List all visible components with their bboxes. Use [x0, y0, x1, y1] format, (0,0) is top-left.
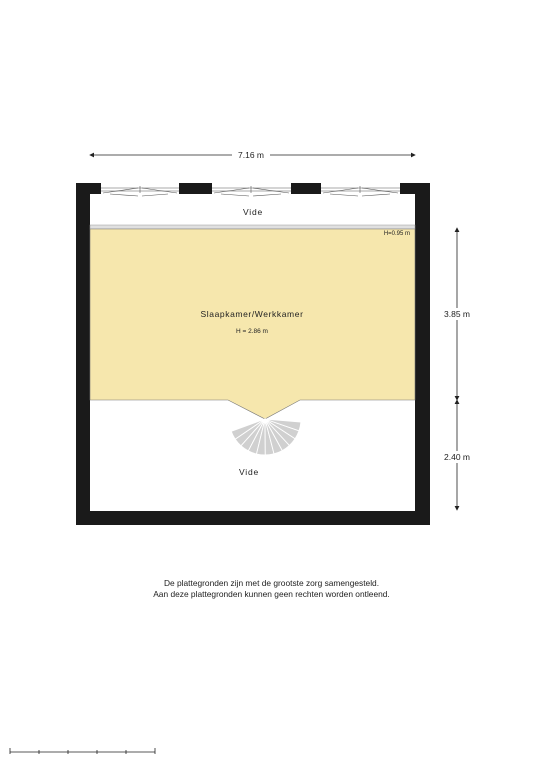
- low-height-label: H=0.95 m: [383, 231, 410, 237]
- depth-dimensions: [440, 228, 474, 510]
- vide-top-label: Vide: [242, 207, 264, 217]
- room-name-label: Slaapkamer/Werkkamer: [200, 309, 304, 319]
- scale-bar: [10, 748, 155, 754]
- vide-bottom-label: Vide: [238, 467, 260, 477]
- room-height-label: H = 2.86 m: [236, 328, 268, 335]
- disclaimer-line-2: Aan deze plattegronden kunnen geen rechten worden ontleend.: [153, 588, 390, 599]
- upper-depth-label: 3.85 m: [444, 309, 470, 319]
- disclaimer: [0, 578, 543, 599]
- lower-depth-label: 2.40 m: [444, 452, 470, 462]
- room-slaapkamer: [90, 225, 415, 419]
- disclaimer-line-1: De plattegronden zijn met de grootste zorg samengesteld.: [163, 578, 380, 588]
- width-dimension: [90, 148, 415, 160]
- width-label: 7.16 m: [238, 150, 264, 160]
